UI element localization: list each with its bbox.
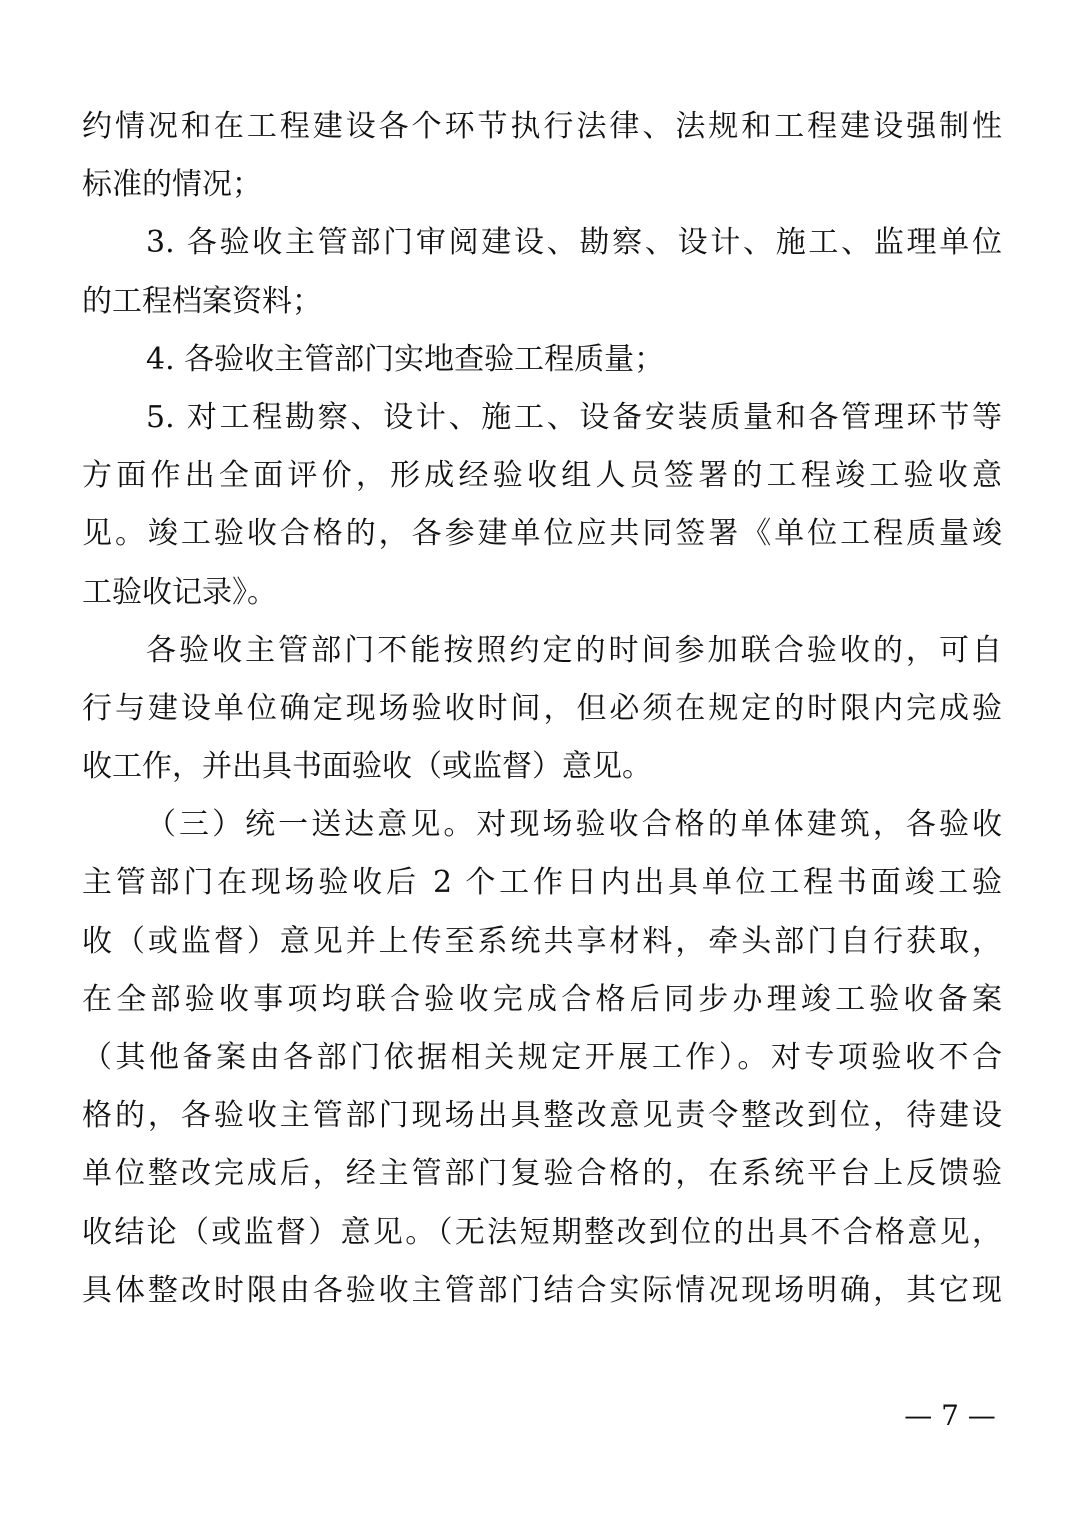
text-line: 3. 各验收主管部门审阅建设、勘察、设计、施工、监理单位: [146, 225, 1002, 261]
text-line: 的工程档案资料；: [82, 283, 322, 319]
text-line: 约情况和在工程建设各个环节执行法律、法规和工程建设强制性: [82, 109, 1002, 144]
text-line: 5. 对工程勘察、设计、施工、设备安装质量和各管理环节等: [146, 399, 1002, 435]
text-line: （三）统一送达意见。对现场验收合格的单体建筑，各验收: [146, 807, 1002, 843]
text-line: 行与建设单位确定现场验收时间，但必须在规定的时限内完成验: [82, 690, 1002, 726]
body-text: [82, 98, 1002, 1320]
text-line: 具体整改时限由各验收主管部门结合实际情况现场明确，其它现: [82, 1272, 1002, 1308]
text-line: （其他备案由各部门依据相关规定开展工作）。对专项验收不合: [82, 1040, 1002, 1075]
text-line: 标准的情况；: [82, 167, 262, 203]
text-line: 收工作，并出具书面验收（或监督）意见。: [82, 749, 652, 785]
text-line: 在全部验收事项均联合验收完成合格后同步办理竣工验收备案: [82, 981, 1002, 1017]
page-number: — 7 —: [904, 1399, 996, 1432]
text-line: 单位整改完成后，经主管部门复验合格的，在系统平台上反馈验: [82, 1156, 1002, 1192]
text-line: 收结论（或监督）意见。（无法短期整改到位的出具不合格意见，: [82, 1214, 1002, 1250]
text-line: 见。竣工验收合格的，各参建单位应共同签署《单位工程质量竣: [82, 516, 1002, 552]
text-line: 各验收主管部门不能按照约定的时间参加联合验收的，可自: [146, 632, 1002, 668]
text-line: 收（或监督）意见并上传至系统共享材料，牵头部门自行获取，: [82, 923, 1002, 959]
text-line: 工验收记录》。: [82, 574, 277, 610]
text-line: 4. 各验收主管部门实地查验工程质量；: [146, 341, 665, 377]
text-line: 方面作出全面评价，形成经验收组人员签署的工程竣工验收意: [82, 458, 1002, 494]
text-line: 格的，各验收主管部门现场出具整改意见责令整改到位，待建设: [82, 1098, 1002, 1134]
text-line: 主管部门在现场验收后 2 个工作日内出具单位工程书面竣工验: [82, 865, 1002, 901]
